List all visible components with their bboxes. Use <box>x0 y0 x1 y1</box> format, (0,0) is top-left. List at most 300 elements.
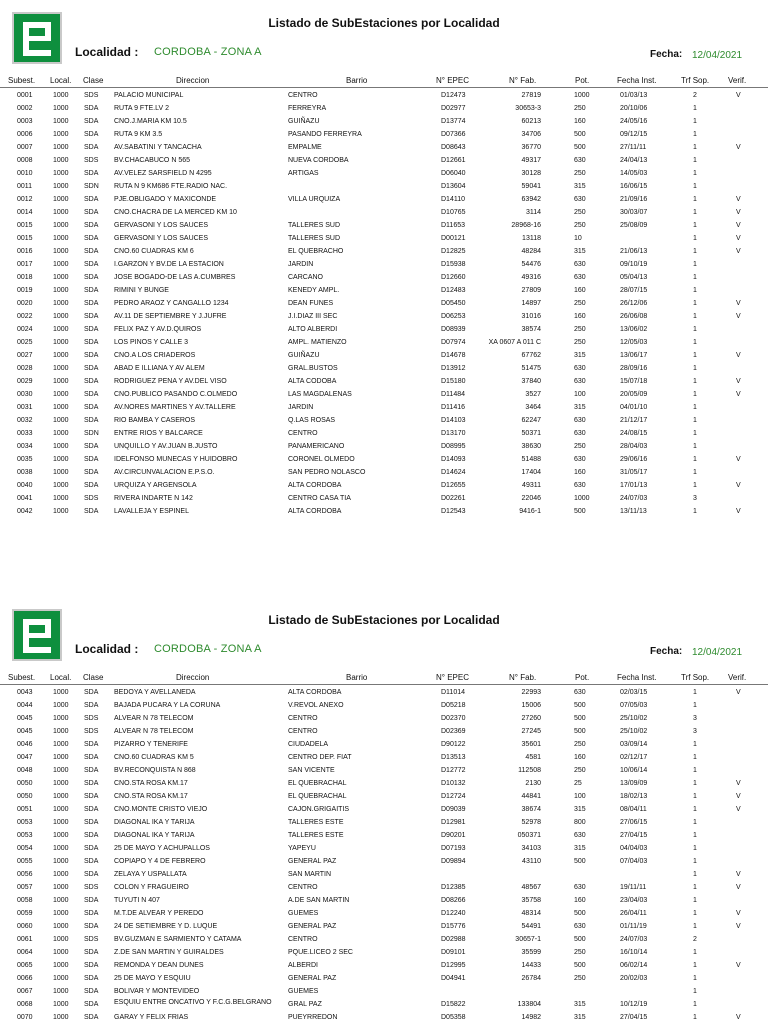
cell-trf-sop: 1 <box>693 832 697 839</box>
cell-fecha-inst: 13/11/13 <box>620 508 647 515</box>
cell-trf-sop: 1 <box>693 404 697 411</box>
cell-clase: SDA <box>84 793 99 800</box>
cell-clase: SDA <box>84 326 99 333</box>
cell-fecha-inst: 28/09/16 <box>620 365 648 372</box>
cell-fecha-inst: 13/09/09 <box>620 780 648 787</box>
cell-clase: SDA <box>84 949 99 956</box>
cell-local: 1000 <box>53 871 69 878</box>
cell-pot: 630 <box>574 378 586 385</box>
cell-clase: SDA <box>84 261 99 268</box>
cell-fab: 3114 <box>525 209 541 216</box>
cell-local: 1000 <box>53 780 69 787</box>
cell-direccion: BOLIVAR Y MONTEVIDEO <box>114 988 200 995</box>
col-barrio: Barrio <box>346 673 368 682</box>
cell-local: 1000 <box>53 897 69 904</box>
cell-fecha-inst: 27/04/15 <box>620 832 648 839</box>
cell-pot: 250 <box>574 209 586 216</box>
cell-fab: 3527 <box>525 391 541 398</box>
cell-subest: 0048 <box>17 767 33 774</box>
cell-clase: SDA <box>84 209 99 216</box>
cell-fab: 49316 <box>521 274 541 281</box>
cell-local: 1000 <box>53 819 69 826</box>
cell-fab: 14982 <box>521 1014 541 1021</box>
cell-clase: SDA <box>84 923 99 930</box>
table-row <box>0 907 768 920</box>
cell-epec: D12724 <box>441 793 466 800</box>
cell-local: 1000 <box>53 196 69 203</box>
cell-subest: 0019 <box>17 287 33 294</box>
table-row <box>0 972 768 985</box>
cell-pot: 10 <box>574 235 582 242</box>
cell-fecha-inst: 20/02/03 <box>620 975 648 982</box>
cell-trf-sop: 1 <box>693 443 697 450</box>
cell-fecha-inst: 10/06/14 <box>620 767 648 774</box>
cell-direccion: AV.SABATINI Y TANCACHA <box>114 144 202 151</box>
cell-local: 1000 <box>53 767 69 774</box>
cell-epec: D06253 <box>441 313 466 320</box>
table-row <box>0 271 768 284</box>
cell-epec: D13774 <box>441 118 466 125</box>
cell-fecha-inst: 25/08/09 <box>620 222 648 229</box>
cell-verif: V <box>736 352 741 359</box>
table-row <box>0 959 768 972</box>
cell-local: 1000 <box>53 313 69 320</box>
cell-clase: SDA <box>84 131 99 138</box>
cell-trf-sop: 1 <box>693 222 697 229</box>
localidad-label: Localidad : <box>75 642 139 656</box>
cell-trf-sop: 1 <box>693 456 697 463</box>
cell-verif: V <box>736 780 741 787</box>
cell-barrio: SAN MARTIN <box>288 871 332 878</box>
cell-trf-sop: 1 <box>693 767 697 774</box>
cell-direccion: LOS PINOS Y CALLE 3 <box>114 339 189 346</box>
cell-direccion: JOSE BOGADO-DE LAS A.CUMBRES <box>114 274 236 281</box>
cell-direccion: RIO BAMBA Y CASEROS <box>114 417 196 424</box>
cell-epec: D09894 <box>441 858 466 865</box>
cell-pot: 315 <box>574 1014 586 1021</box>
col-barrio: Barrio <box>346 76 368 85</box>
table-row <box>0 738 768 751</box>
cell-barrio: ALBERDI <box>288 962 318 969</box>
cell-local: 1000 <box>53 715 69 722</box>
report-title: Listado de SubEstaciones por Localidad <box>268 16 500 30</box>
cell-verif: V <box>736 1014 741 1021</box>
cell-fecha-inst: 21/12/17 <box>620 417 648 424</box>
table-row <box>0 219 768 232</box>
cell-fecha-inst: 21/06/13 <box>620 248 648 255</box>
cell-trf-sop: 1 <box>693 806 697 813</box>
cell-pot: 315 <box>574 248 586 255</box>
cell-pot: 500 <box>574 858 586 865</box>
cell-pot: 315 <box>574 806 586 813</box>
cell-barrio: PQUE.LICEO 2 SEC <box>288 949 353 956</box>
cell-subest: 0061 <box>17 936 33 943</box>
cell-fecha-inst: 04/01/10 <box>620 404 648 411</box>
cell-clase: SDA <box>84 313 99 320</box>
cell-subest: 0030 <box>17 391 33 398</box>
cell-clase: SDA <box>84 754 99 761</box>
cell-trf-sop: 1 <box>693 819 697 826</box>
cell-fecha-inst: 27/11/11 <box>620 144 647 151</box>
cell-direccion: CNO.60 CUADRAS KM 5 <box>114 754 194 761</box>
cell-barrio: VILLA URQUIZA <box>288 196 341 203</box>
cell-local: 1000 <box>53 1001 69 1008</box>
table-row <box>0 102 768 115</box>
col-clase: Clase <box>83 673 104 682</box>
cell-barrio: LAS MAGDALENAS <box>288 391 352 398</box>
table-body <box>0 89 768 518</box>
table-row <box>0 375 768 388</box>
cell-subest: 0042 <box>17 508 33 515</box>
cell-direccion: URQUIZA Y ARGENSOLA <box>114 482 197 489</box>
cell-pot: 1000 <box>574 92 590 99</box>
cell-barrio: Q.LAS ROSAS <box>288 417 336 424</box>
cell-trf-sop: 1 <box>693 209 697 216</box>
cell-direccion: RIVERA INDARTE N 142 <box>114 495 193 502</box>
cell-direccion: CNO.60 CUADRAS KM 6 <box>114 248 194 255</box>
cell-epec: D13912 <box>441 365 466 372</box>
cell-clase: SDA <box>84 248 99 255</box>
cell-pot: 630 <box>574 884 586 891</box>
cell-pot: 250 <box>574 949 586 956</box>
cell-fab: 30657-1 <box>515 936 541 943</box>
cell-local: 1000 <box>53 183 69 190</box>
cell-verif: V <box>736 910 741 917</box>
cell-fab: 35758 <box>521 897 541 904</box>
cell-barrio: ALTA CORDOBA <box>288 482 342 489</box>
cell-verif: V <box>736 508 741 515</box>
cell-subest: 0032 <box>17 417 33 424</box>
cell-direccion: 25 DE MAYO Y ACHUPALLOS <box>114 845 210 852</box>
cell-local: 1000 <box>53 235 69 242</box>
cell-fab: 67762 <box>521 352 541 359</box>
cell-pot: 160 <box>574 469 586 476</box>
cell-barrio: CENTRO <box>288 92 318 99</box>
cell-trf-sop: 1 <box>693 754 697 761</box>
cell-subest: 0017 <box>17 261 33 268</box>
cell-fecha-inst: 19/11/11 <box>620 884 647 891</box>
cell-local: 1000 <box>53 469 69 476</box>
cell-barrio: SAN VICENTE <box>288 767 335 774</box>
cell-local: 1000 <box>53 248 69 255</box>
cell-clase: SDA <box>84 871 99 878</box>
cell-fecha-inst: 07/05/03 <box>620 702 648 709</box>
cell-verif: V <box>736 378 741 385</box>
cell-direccion: ENTRE RIOS Y BALCARCE <box>114 430 203 437</box>
cell-barrio: ARTIGAS <box>288 170 319 177</box>
cell-fecha-inst: 16/06/15 <box>620 183 648 190</box>
cell-subest: 0055 <box>17 858 33 865</box>
table-row <box>0 193 768 206</box>
fecha-value: 12/04/2021 <box>692 647 743 658</box>
cell-local: 1000 <box>53 326 69 333</box>
cell-clase: SDA <box>84 196 99 203</box>
cell-barrio: CIUDADELA <box>288 741 329 748</box>
col-epec: N° EPEC <box>436 76 469 85</box>
cell-epec: D02261 <box>441 495 466 502</box>
table-row <box>0 998 768 1011</box>
cell-pot: 500 <box>574 144 586 151</box>
cell-subest: 0059 <box>17 910 33 917</box>
cell-fab: 37840 <box>521 378 541 385</box>
cell-subest: 0064 <box>17 949 33 956</box>
cell-pot: 250 <box>574 975 586 982</box>
cell-direccion: AV.11 DE SEPTIEMBRE Y J.JUFRE <box>114 313 227 320</box>
cell-barrio: A.DE SAN MARTIN <box>288 897 350 904</box>
cell-subest: 0010 <box>17 170 33 177</box>
cell-direccion: M.T.DE ALVEAR Y PEREDO <box>114 910 204 917</box>
cell-epec: D12655 <box>441 482 466 489</box>
cell-barrio: AMPL. MATIENZO <box>288 339 347 346</box>
cell-fab: 35601 <box>521 741 541 748</box>
cell-clase: SDA <box>84 287 99 294</box>
cell-local: 1000 <box>53 209 69 216</box>
cell-direccion: BEDOYA Y AVELLANEDA <box>114 689 196 696</box>
cell-fab: 34103 <box>521 845 541 852</box>
cell-barrio: TALLERES SUD <box>288 222 340 229</box>
cell-barrio: JARDIN <box>288 261 314 268</box>
cell-trf-sop: 1 <box>693 170 697 177</box>
cell-barrio: GUIÑAZU <box>288 118 320 125</box>
cell-epec: D11416 <box>441 404 466 411</box>
cell-subest: 0011 <box>17 183 33 190</box>
cell-fab: 38630 <box>521 443 541 450</box>
cell-fecha-inst: 18/02/13 <box>620 793 648 800</box>
cell-fecha-inst: 01/03/13 <box>620 92 648 99</box>
cell-pot: 315 <box>574 404 586 411</box>
fecha-label: Fecha: <box>650 49 683 60</box>
cell-pot: 500 <box>574 962 586 969</box>
table-row <box>0 881 768 894</box>
cell-barrio: EL QUEBRACHAL <box>288 793 347 800</box>
cell-local: 1000 <box>53 962 69 969</box>
cell-fab: 133804 <box>517 1001 541 1008</box>
cell-direccion: ALVEAR N 78 TELECOM <box>114 715 194 722</box>
cell-fab: 3464 <box>525 404 541 411</box>
cell-local: 1000 <box>53 92 69 99</box>
cell-subest: 0070 <box>17 1014 33 1021</box>
table-row <box>0 699 768 712</box>
table-row <box>0 414 768 427</box>
cell-fab: 38574 <box>521 326 541 333</box>
cell-trf-sop: 1 <box>693 702 697 709</box>
cell-clase: SDA <box>84 988 99 995</box>
cell-epec: D11014 <box>441 689 466 696</box>
cell-pot: 160 <box>574 287 586 294</box>
cell-trf-sop: 2 <box>693 92 697 99</box>
cell-subest: 0027 <box>17 352 33 359</box>
cell-fecha-inst: 25/10/02 <box>620 715 648 722</box>
table-row <box>0 479 768 492</box>
cell-fab: 63942 <box>521 196 541 203</box>
cell-fecha-inst: 02/12/17 <box>620 754 648 761</box>
cell-fab: 48284 <box>521 248 541 255</box>
cell-trf-sop: 1 <box>693 391 697 398</box>
cell-clase: SDA <box>84 910 99 917</box>
cell-local: 1000 <box>53 1014 69 1021</box>
cell-trf-sop: 1 <box>693 897 697 904</box>
cell-pot: 160 <box>574 897 586 904</box>
cell-subest: 0022 <box>17 313 33 320</box>
cell-fecha-inst: 13/06/02 <box>620 326 648 333</box>
cell-subest: 0044 <box>17 702 33 709</box>
cell-fecha-inst: 28/07/15 <box>620 287 648 294</box>
cell-direccion: ABAD E ILLIANA Y AV ALEM <box>114 365 205 372</box>
cell-verif: V <box>736 235 741 242</box>
cell-clase: SDA <box>84 469 99 476</box>
cell-clase: SDA <box>84 780 99 787</box>
cell-clase: SDA <box>84 689 99 696</box>
table-row <box>0 920 768 933</box>
table-row <box>0 245 768 258</box>
cell-local: 1000 <box>53 858 69 865</box>
cell-local: 1000 <box>53 832 69 839</box>
cell-pot: 630 <box>574 261 586 268</box>
cell-fab: 112508 <box>518 767 541 774</box>
cell-subest: 0053 <box>17 819 33 826</box>
cell-epec: D12240 <box>441 910 466 917</box>
cell-epec: D12825 <box>441 248 466 255</box>
cell-local: 1000 <box>53 391 69 398</box>
localidad-value: CORDOBA - ZONA A <box>154 643 262 655</box>
cell-trf-sop: 1 <box>693 1001 697 1008</box>
cell-barrio: TALLERES ESTE <box>288 819 344 826</box>
col-verif: Verif. <box>728 76 747 85</box>
cell-barrio: ALTO ALBERDI <box>288 326 338 333</box>
table-row <box>0 206 768 219</box>
cell-direccion: ZELAYA Y USPALLATA <box>114 871 187 878</box>
cell-direccion: PEDRO ARAOZ Y CANGALLO 1234 <box>114 300 229 307</box>
col-epec: N° EPEC <box>436 673 469 682</box>
cell-trf-sop: 1 <box>693 741 697 748</box>
cell-verif: V <box>736 313 741 320</box>
cell-local: 1000 <box>53 975 69 982</box>
cell-local: 1000 <box>53 482 69 489</box>
cell-fecha-inst: 29/06/16 <box>620 456 648 463</box>
cell-trf-sop: 1 <box>693 326 697 333</box>
cell-clase: SDS <box>84 936 99 943</box>
cell-subest: 0067 <box>17 988 33 995</box>
cell-pot: 500 <box>574 715 586 722</box>
cell-subest: 0045 <box>17 715 33 722</box>
col-fecha-inst: Fecha Inst. <box>617 673 657 682</box>
cell-epec: D07193 <box>441 845 466 852</box>
col-subest: Subest. <box>8 76 36 85</box>
table-row <box>0 466 768 479</box>
cell-epec: D11484 <box>441 391 466 398</box>
cell-trf-sop: 2 <box>693 936 697 943</box>
cell-fecha-inst: 07/04/03 <box>620 858 648 865</box>
cell-clase: SDA <box>84 1014 99 1021</box>
cell-clase: SDA <box>84 962 99 969</box>
cell-trf-sop: 1 <box>693 261 697 268</box>
cell-direccion: GERVASONI Y LOS SAUCES <box>114 235 209 242</box>
cell-trf-sop: 1 <box>693 482 697 489</box>
table-row <box>0 686 768 699</box>
cell-fecha-inst: 02/03/15 <box>620 689 648 696</box>
cell-fab: 49317 <box>521 157 541 164</box>
cell-clase: SDA <box>84 105 99 112</box>
cell-epec: D12473 <box>441 92 466 99</box>
cell-fecha-inst: 26/12/06 <box>620 300 648 307</box>
cell-epec: D12981 <box>441 819 466 826</box>
localidad-label: Localidad : <box>75 45 139 59</box>
cell-fecha-inst: 21/09/16 <box>620 196 648 203</box>
cell-epec: D09101 <box>441 949 466 956</box>
cell-subest: 0041 <box>17 495 33 502</box>
cell-epec: D06040 <box>441 170 466 177</box>
cell-local: 1000 <box>53 131 69 138</box>
col-fecha-inst: Fecha Inst. <box>617 76 657 85</box>
col-subest: Subest. <box>8 673 36 682</box>
cell-direccion: AV.VELEZ SARSFIELD N 4295 <box>114 170 212 177</box>
cell-subest: 0053 <box>17 832 33 839</box>
cell-direccion: RUTA 9 KM 3.5 <box>114 131 163 138</box>
cell-verif: V <box>736 962 741 969</box>
cell-pot: 1000 <box>574 495 590 502</box>
cell-direccion: CNO.MONTE CRISTO VIEJO <box>114 806 208 813</box>
cell-fab: 14433 <box>521 962 541 969</box>
cell-direccion: FELIX PAZ Y AV.D.QUIROS <box>114 326 202 333</box>
cell-subest: 0020 <box>17 300 33 307</box>
cell-barrio: ALTA CORDOBA <box>288 508 342 515</box>
cell-clase: SDA <box>84 300 99 307</box>
table-row <box>0 284 768 297</box>
cell-pot: 315 <box>574 845 586 852</box>
cell-barrio: YAPEYU <box>288 845 316 852</box>
cell-local: 1000 <box>53 754 69 761</box>
cell-verif: V <box>736 391 741 398</box>
table-row <box>0 336 768 349</box>
cell-subest: 0033 <box>17 430 33 437</box>
cell-fecha-inst: 23/04/03 <box>620 897 648 904</box>
cell-clase: SDA <box>84 975 99 982</box>
cell-verif: V <box>736 923 741 930</box>
cell-local: 1000 <box>53 378 69 385</box>
cell-trf-sop: 1 <box>693 339 697 346</box>
cell-subest: 0054 <box>17 845 33 852</box>
cell-subest: 0015 <box>17 235 33 242</box>
cell-pot: 250 <box>574 105 586 112</box>
table-row <box>0 362 768 375</box>
cell-fecha-inst: 04/04/03 <box>620 845 648 852</box>
cell-fab: 49311 <box>522 482 541 489</box>
cell-pot: 100 <box>574 391 586 398</box>
cell-fecha-inst: 12/05/03 <box>620 339 648 346</box>
cell-verif: V <box>736 300 741 307</box>
cell-verif: V <box>736 92 741 99</box>
cell-barrio: EL QUEBRACHAL <box>288 780 347 787</box>
cell-direccion: AV.NORES MARTINES Y AV.TALLERE <box>114 404 236 411</box>
cell-epec: D00121 <box>441 235 466 242</box>
cell-epec: D11653 <box>441 222 466 229</box>
col-local: Local. <box>50 673 72 682</box>
cell-fecha-inst: 24/07/03 <box>620 495 648 502</box>
cell-local: 1000 <box>53 222 69 229</box>
cell-fab: 62247 <box>521 417 541 424</box>
cell-subest: 0001 <box>17 92 33 99</box>
cell-direccion: BV.GUZMAN E SARMIENTO Y CATAMA <box>114 936 242 943</box>
cell-clase: SDA <box>84 767 99 774</box>
cell-local: 1000 <box>53 936 69 943</box>
cell-clase: SDA <box>84 819 99 826</box>
cell-fecha-inst: 08/04/11 <box>620 806 647 813</box>
cell-barrio: CENTRO <box>288 936 318 943</box>
cell-epec: D14624 <box>441 469 466 476</box>
cell-barrio: CENTRO <box>288 728 318 735</box>
cell-direccion: DIAGONAL IKA Y TARIJA <box>114 819 195 826</box>
cell-direccion: COLON Y FRAGUEIRO <box>114 884 189 891</box>
